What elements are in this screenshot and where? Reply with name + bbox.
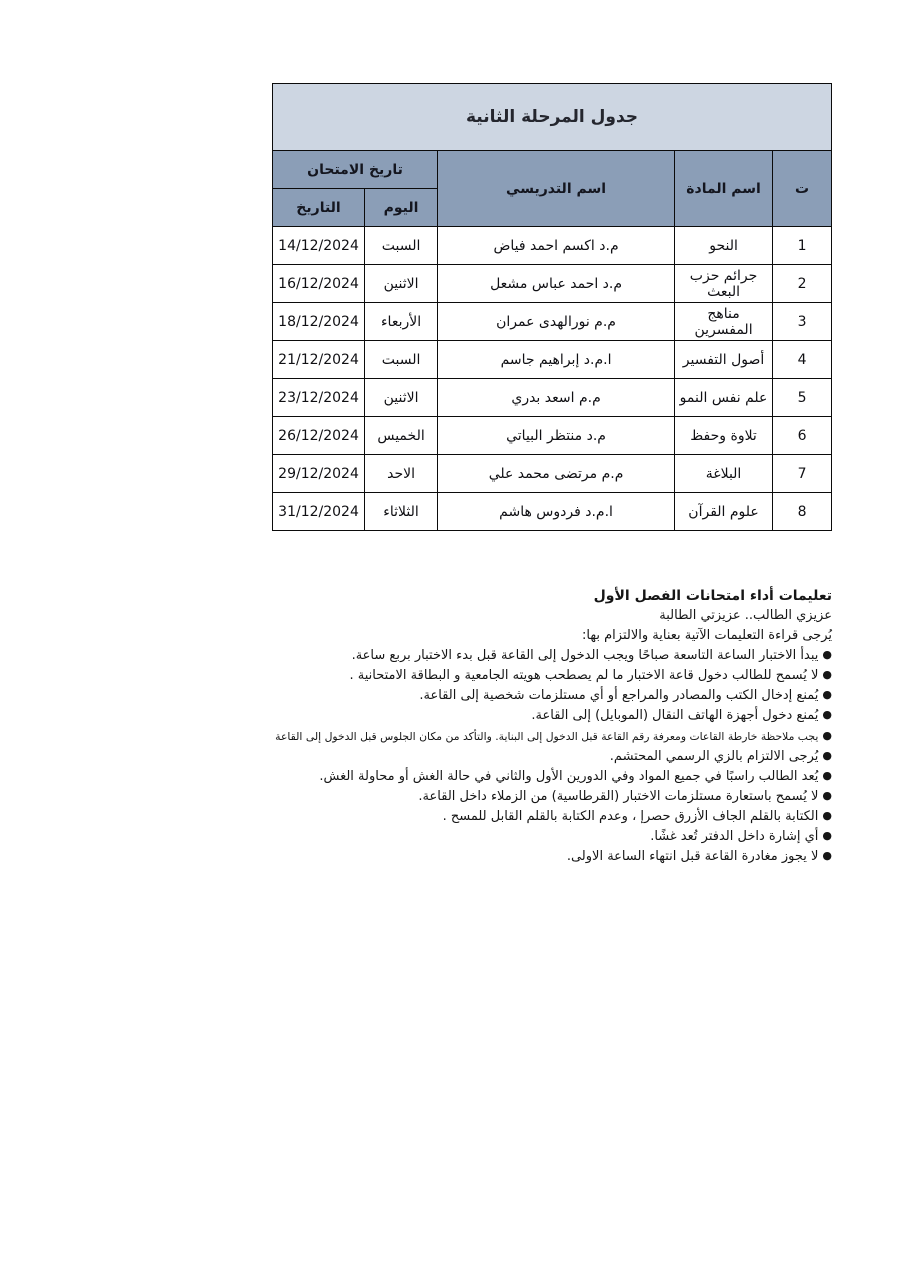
date-cell: 21/12/2024	[273, 341, 365, 379]
day-cell: الخميس	[365, 417, 438, 455]
date-cell: 26/12/2024	[273, 417, 365, 455]
bullet-icon: ●	[822, 789, 832, 802]
exam-schedule-table	[272, 83, 832, 531]
schedule-body	[273, 227, 832, 531]
subject-cell: أصول التفسير	[675, 341, 773, 379]
row-index-cell: 3	[773, 303, 832, 341]
instructions-list	[232, 646, 832, 867]
instruction-item	[232, 807, 832, 827]
instruction-text: أي إشارة داخل الدفتر تُعد غشًا.	[650, 829, 819, 844]
bullet-icon: ●	[822, 749, 832, 762]
instructor-cell: ا.م.د فردوس هاشم	[438, 493, 675, 531]
subject-cell: علم نفس النمو	[675, 379, 773, 417]
row-index-cell: 7	[773, 455, 832, 493]
day-cell: الأربعاء	[365, 303, 438, 341]
instruction-item	[232, 787, 832, 807]
date-cell: 29/12/2024	[273, 455, 365, 493]
instructor-cell: م.د اكسم احمد فياض	[438, 227, 675, 265]
table-row	[273, 265, 832, 303]
instructor-cell: م.د احمد عباس مشعل	[438, 265, 675, 303]
day-cell: الاثنين	[365, 265, 438, 303]
instruction-text: يُرجى الالتزام بالزي الرسمي المحتشم.	[609, 749, 819, 764]
instruction-item	[232, 827, 832, 847]
column-header-instructor: اسم التدريسي	[438, 151, 675, 227]
column-header-exam-date: تاريخ الامتحان	[273, 151, 438, 189]
bullet-icon: ●	[822, 769, 832, 782]
day-cell: الاثنين	[365, 379, 438, 417]
instruction-item	[232, 747, 832, 767]
instructions-heading: تعليمات أداء امتحانات الفصل الأول	[593, 588, 832, 604]
table-title: جدول المرحلة الثانية	[273, 84, 832, 151]
subject-cell: النحو	[675, 227, 773, 265]
subject-cell: تلاوة وحفظ	[675, 417, 773, 455]
instructor-cell: م.م اسعد بدري	[438, 379, 675, 417]
date-cell: 14/12/2024	[273, 227, 365, 265]
bullet-icon: ●	[822, 849, 832, 862]
date-cell: 18/12/2024	[273, 303, 365, 341]
subject-cell: علوم القرآن	[675, 493, 773, 531]
instruction-text: يُمنع إدخال الكتب والمصادر والمراجع أو أي مستلزمات شخصية إلى القاعة.	[419, 688, 819, 703]
instruction-item	[232, 847, 832, 867]
table-row	[273, 455, 832, 493]
table-row	[273, 493, 832, 531]
header-row-1	[273, 151, 832, 189]
instruction-item	[232, 686, 832, 706]
row-index-cell: 1	[773, 227, 832, 265]
instruction-text: يُمنع دخول أجهزة الهاتف النقال (الموبايل) إلى القاعة.	[531, 708, 819, 723]
instructions-greeting: عزيزي الطالب.. عزيزتي الطالبة	[659, 608, 832, 623]
subject-cell: مناهج المفسرين	[675, 303, 773, 341]
instruction-item	[232, 706, 832, 726]
column-header-index: ت	[773, 151, 832, 227]
instructions-intro: يُرجى قراءة التعليمات الآتية بعناية والالتزام بها:	[582, 628, 832, 643]
table-row	[273, 341, 832, 379]
instruction-text: الكتابة بالقلم الجاف الأزرق حصرإ ، وعدم الكتابة بالقلم القابل للمسح .	[442, 809, 819, 824]
instructor-cell: م.د منتظر البياتي	[438, 417, 675, 455]
bullet-icon: ●	[822, 729, 832, 742]
column-header-date: التاريخ	[273, 189, 365, 227]
instructions-section	[232, 586, 832, 867]
bullet-icon: ●	[822, 809, 832, 822]
subject-cell: البلاغة	[675, 455, 773, 493]
row-index-cell: 2	[773, 265, 832, 303]
day-cell: السبت	[365, 227, 438, 265]
date-cell: 23/12/2024	[273, 379, 365, 417]
day-cell: الاحد	[365, 455, 438, 493]
table-row	[273, 227, 832, 265]
row-index-cell: 4	[773, 341, 832, 379]
instruction-text: يجب ملاحظة خارطة القاعات ومعرفة رقم القاعة قبل الدخول إلى البناية. والتأكد من مكان الجلوس قبل الدخول إلى القاعة	[275, 730, 819, 743]
instruction-text: لا يجوز مغادرة القاعة قبل انتهاء الساعة الاولى.	[566, 849, 819, 864]
day-cell: السبت	[365, 341, 438, 379]
table-row	[273, 417, 832, 455]
table-title-row	[273, 84, 832, 151]
instruction-text: لا يُسمح باستعارة مستلزمات الاختبار (القرطاسية) من الزملاء داخل القاعة.	[418, 789, 819, 804]
bullet-icon: ●	[822, 708, 832, 721]
day-cell: الثلاثاء	[365, 493, 438, 531]
table-row	[273, 379, 832, 417]
row-index-cell: 8	[773, 493, 832, 531]
instruction-text: لا يُسمح للطالب دخول قاعة الاختبار ما لم يصطحب هويته الجامعية و البطاقة الامتحانية .	[349, 668, 819, 683]
column-header-day: اليوم	[365, 189, 438, 227]
bullet-icon: ●	[822, 668, 832, 681]
date-cell: 31/12/2024	[273, 493, 365, 531]
instruction-item	[232, 726, 832, 747]
instructor-cell: م.م نورالهدى عمران	[438, 303, 675, 341]
bullet-icon: ●	[822, 648, 832, 661]
row-index-cell: 5	[773, 379, 832, 417]
instruction-text: يُعد الطالب راسبًا في جميع المواد وفي الدورين الأول والثاني في حالة الغش أو محاولة الغش.	[319, 769, 819, 784]
row-index-cell: 6	[773, 417, 832, 455]
column-header-subject: اسم المادة	[675, 151, 773, 227]
instruction-item	[232, 666, 832, 686]
instruction-text: يبدأ الاختبار الساعة التاسعة صباحًا ويجب الدخول إلى القاعة قبل بدء الاختبار بربع ساعة.	[351, 648, 819, 663]
instructor-cell: ا.م.د إبراهيم جاسم	[438, 341, 675, 379]
bullet-icon: ●	[822, 829, 832, 842]
bullet-icon: ●	[822, 688, 832, 701]
instruction-item	[232, 646, 832, 666]
subject-cell: جرائم حزب البعث	[675, 265, 773, 303]
table-row	[273, 303, 832, 341]
instruction-item	[232, 767, 832, 787]
instructor-cell: م.م مرتضى محمد علي	[438, 455, 675, 493]
date-cell: 16/12/2024	[273, 265, 365, 303]
